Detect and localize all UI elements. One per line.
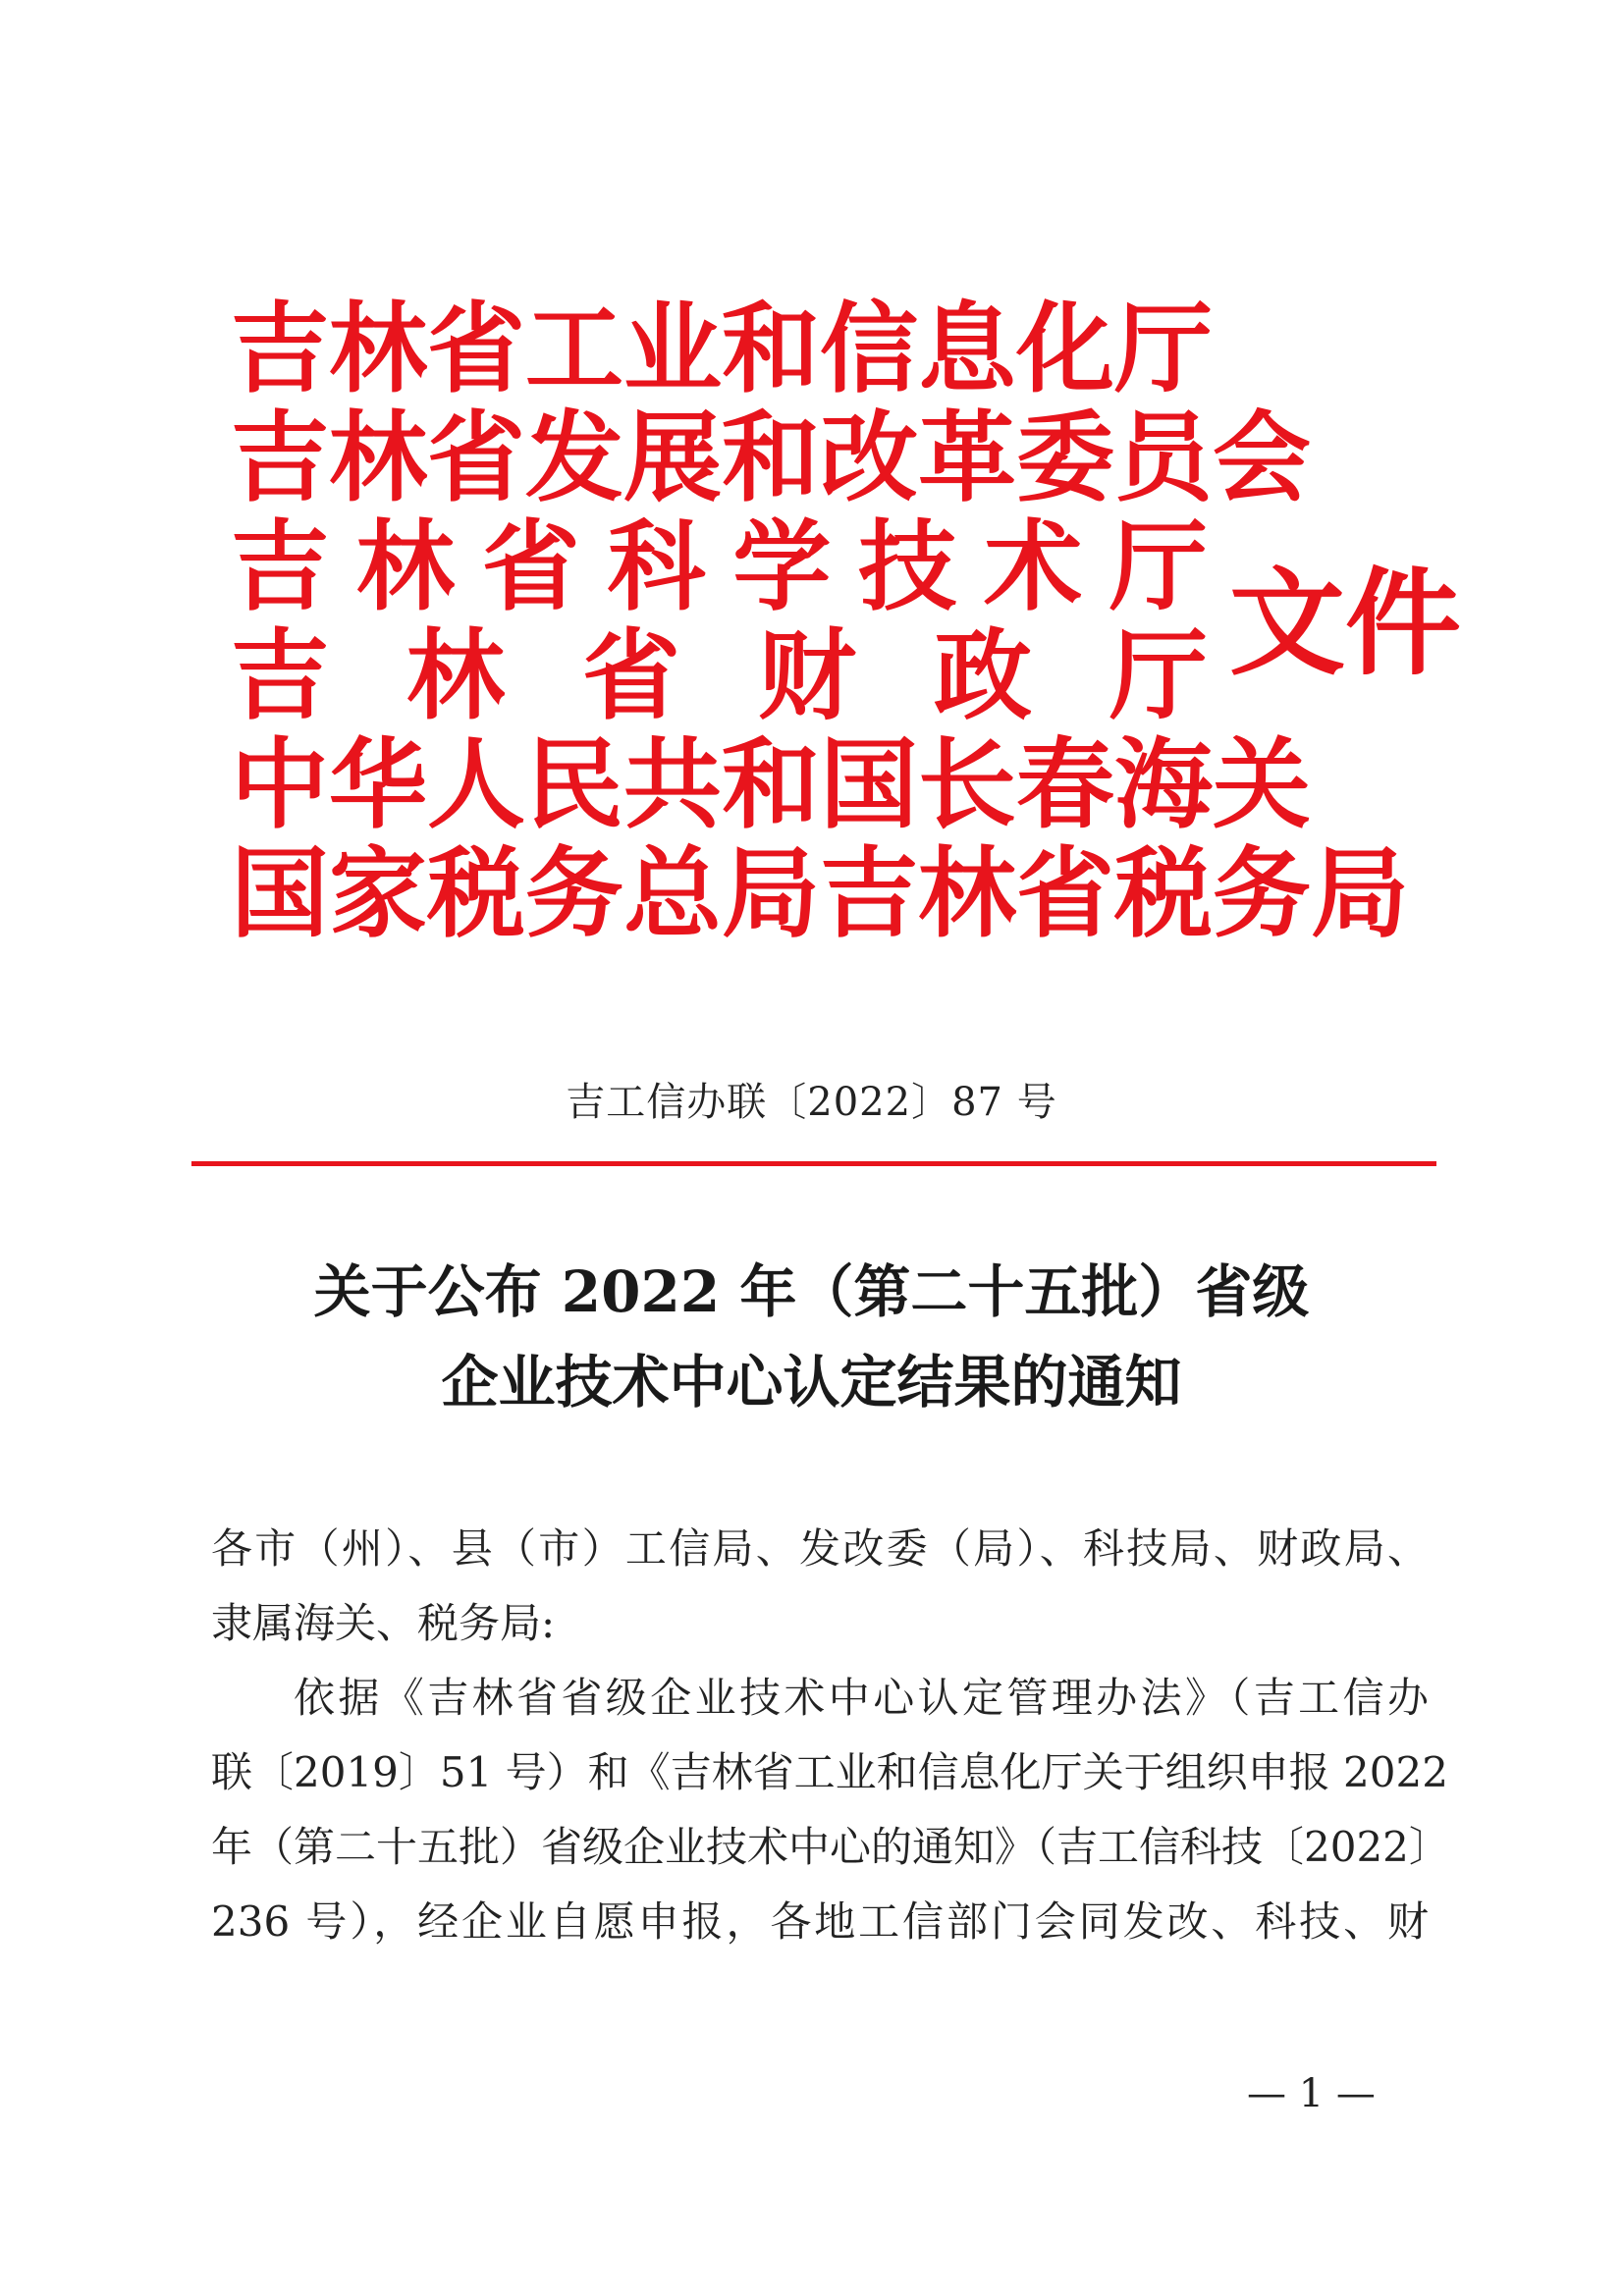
issuer-char: 春 (1016, 726, 1114, 842)
issuer-char: 国 (231, 835, 329, 951)
issuer-line (231, 291, 1213, 406)
issuer-char: 林 (329, 291, 427, 406)
issuer-char: 林 (406, 617, 505, 733)
issuer-char: 厅 (1109, 508, 1208, 624)
issuer-char: 家 (329, 835, 427, 951)
issuer-char: 吉 (820, 835, 918, 951)
issuer-char: 长 (918, 726, 1016, 842)
issuer-char: 展 (623, 400, 722, 515)
issuer-char: 息 (918, 291, 1016, 406)
issuer-char: 吉 (231, 508, 329, 624)
issuer-char: 人 (427, 726, 525, 842)
issuer-char: 省 (1016, 835, 1114, 951)
issuer-char: 局 (722, 835, 820, 951)
issuer-char: 林 (329, 400, 427, 515)
issuer-char: 吉 (231, 400, 329, 515)
notice-title (0, 1247, 1623, 1427)
document-number: 吉工信办联〔2022〕87 号 (566, 1080, 1057, 1125)
issuer-char: 局 (1311, 835, 1409, 951)
issuer-char: 华 (329, 726, 427, 842)
issuer-char: 省 (481, 508, 580, 624)
issuer-char: 省 (427, 400, 525, 515)
issuer-char: 学 (732, 508, 832, 624)
issuer-char: 共 (623, 726, 722, 842)
notice-body (211, 1512, 1450, 1959)
issuer-char: 科 (607, 508, 706, 624)
issuer-char: 委 (1016, 400, 1114, 515)
issuer-char: 信 (820, 291, 918, 406)
title-line-1: 关于公布 2022 年（第二十五批）省级 (313, 1258, 1310, 1325)
issuer-char: 民 (525, 726, 623, 842)
paragraph-line-1: 依据《吉林省省级企业技术中心认定管理办法》（吉工信办 (294, 1674, 1429, 1722)
paragraph-line-2: 联〔2019〕51 号）和《吉林省工业和信息化厅关于组织申报 2022 (211, 1748, 1448, 1796)
issuer-char: 工 (525, 291, 623, 406)
issuer-char: 会 (1213, 400, 1311, 515)
issuer-char: 革 (918, 400, 1016, 515)
issuer-char: 术 (984, 508, 1083, 624)
issuer-char: 厅 (1114, 291, 1213, 406)
red-divider-line (191, 1161, 1436, 1166)
issuer-char: 技 (858, 508, 957, 624)
title-line-2: 企业技术中心认定结果的通知 (441, 1349, 1182, 1415)
issuer-char: 化 (1016, 291, 1114, 406)
issuer-line (231, 400, 1311, 515)
paragraph-line-3: 年（第二十五批）省级企业技术中心的通知》（吉工信科技〔2022〕 (211, 1823, 1450, 1871)
issuer-char: 关 (1213, 726, 1311, 842)
issuer-char: 政 (934, 617, 1032, 733)
issuer-char: 中 (231, 726, 329, 842)
issuer-line (231, 835, 1409, 951)
issuer-line (231, 726, 1311, 842)
issuer-char: 业 (623, 291, 722, 406)
salutation-line-2: 隶属海关、税务局: (211, 1599, 556, 1647)
issuer-line (231, 617, 1208, 733)
issuer-char: 国 (820, 726, 918, 842)
issuer-char: 改 (820, 400, 918, 515)
issuer-line (231, 508, 1208, 624)
issuer-char: 省 (427, 291, 525, 406)
issuer-char: 和 (722, 400, 820, 515)
page-number: — 1 — (1247, 2071, 1376, 2116)
issuer-char: 税 (1114, 835, 1213, 951)
issuer-char: 和 (722, 291, 820, 406)
issuer-char: 和 (722, 726, 820, 842)
issuer-char: 发 (525, 400, 623, 515)
issuer-char: 林 (918, 835, 1016, 951)
issuer-char: 税 (427, 835, 525, 951)
issuer-char: 务 (1213, 835, 1311, 951)
document-word: 文件 (1229, 555, 1462, 691)
issuer-char: 员 (1114, 400, 1213, 515)
issuer-char: 务 (525, 835, 623, 951)
issuer-char: 林 (355, 508, 455, 624)
issuer-char: 吉 (231, 291, 329, 406)
issuer-char: 海 (1114, 726, 1213, 842)
salutation-line-1: 各市（州）、县（市）工信局、发改委（局）、科技局、财政局、 (211, 1524, 1429, 1573)
issuer-char: 省 (582, 617, 680, 733)
issuer-char: 厅 (1109, 617, 1208, 733)
issuer-char: 财 (758, 617, 856, 733)
paragraph-line-4: 236 号），经企业自愿申报，各地工信部门会同发改、科技、财 (211, 1897, 1429, 1946)
issuer-char: 吉 (231, 617, 329, 733)
issuer-char: 总 (623, 835, 722, 951)
